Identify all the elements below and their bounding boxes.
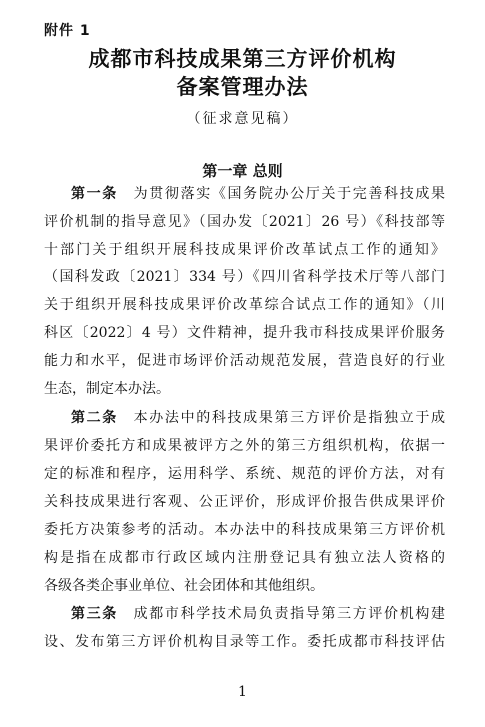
article-3-line-2: 设、发布第三方评价机构目录等工作。委托成都市科技评估 — [44, 634, 445, 650]
article-1-line-8: 生态，制定本办法。 — [44, 381, 170, 397]
article-1-label: 第一条 — [71, 186, 118, 202]
page-number: 1 — [238, 684, 247, 700]
article-2-line-2: 果评价委托方和成果被评方之外的第三方组织机构，依据一 — [44, 438, 445, 454]
article-1-line-1: 第一条 为贯彻落实《国务院办公厅关于完善科技成果 — [71, 186, 446, 202]
article-1-line-3: 十部门关于组织开展科技成果评价改革试点工作的通知》 — [44, 242, 445, 258]
chapter-heading: 第一章 总则 — [202, 162, 283, 180]
article-3-label: 第三条 — [71, 606, 118, 622]
draft-subtitle: （征求意见稿） — [186, 111, 299, 127]
attachment-label: 附件 1 — [44, 23, 91, 39]
article-3-line-1: 第三条 成都市科学技术局负责指导第三方评价机构建 — [71, 606, 446, 622]
article-2-label: 第二条 — [71, 410, 118, 426]
article-1-line-2: 评价机制的指导意见》（国办发〔2021〕26 号）《科技部等 — [44, 214, 445, 230]
article-2-line-4: 关科技成果进行客观、公正评价，形成评价报告供成果评价 — [44, 494, 445, 510]
article-2-line-5: 委托方决策参考的活动。本办法中的科技成果第三方评价机 — [44, 522, 445, 538]
article-1-line-7: 能力和水平，促进市场评价活动规范发展，营造良好的行业 — [44, 353, 445, 369]
article-2-line-7: 各级各类企事业单位、社会团体和其他组织。 — [44, 578, 324, 594]
document-title-line2: 备案管理办法 — [176, 74, 309, 99]
article-2-line-3: 定的标准和程序，运用科学、系统、规范的评价方法，对有 — [44, 466, 445, 482]
article-1-line-4: （国科发政〔2021〕334 号）《四川省科学技术厅等八部门 — [44, 269, 445, 285]
article-1-line-5: 关于组织开展科技成果评价改革综合试点工作的通知》（川 — [44, 297, 445, 313]
article-2-line-1: 第二条 本办法中的科技成果第三方评价是指独立于成 — [71, 410, 446, 426]
document-title-line1: 成都市科技成果第三方评价机构 — [88, 46, 397, 71]
article-1-line-6: 科区〔2022〕4 号）文件精神，提升我市科技成果评价服务 — [44, 325, 445, 341]
article-2-line-6: 构是指在成都市行政区域内注册登记具有独立法人资格的 — [44, 550, 445, 566]
